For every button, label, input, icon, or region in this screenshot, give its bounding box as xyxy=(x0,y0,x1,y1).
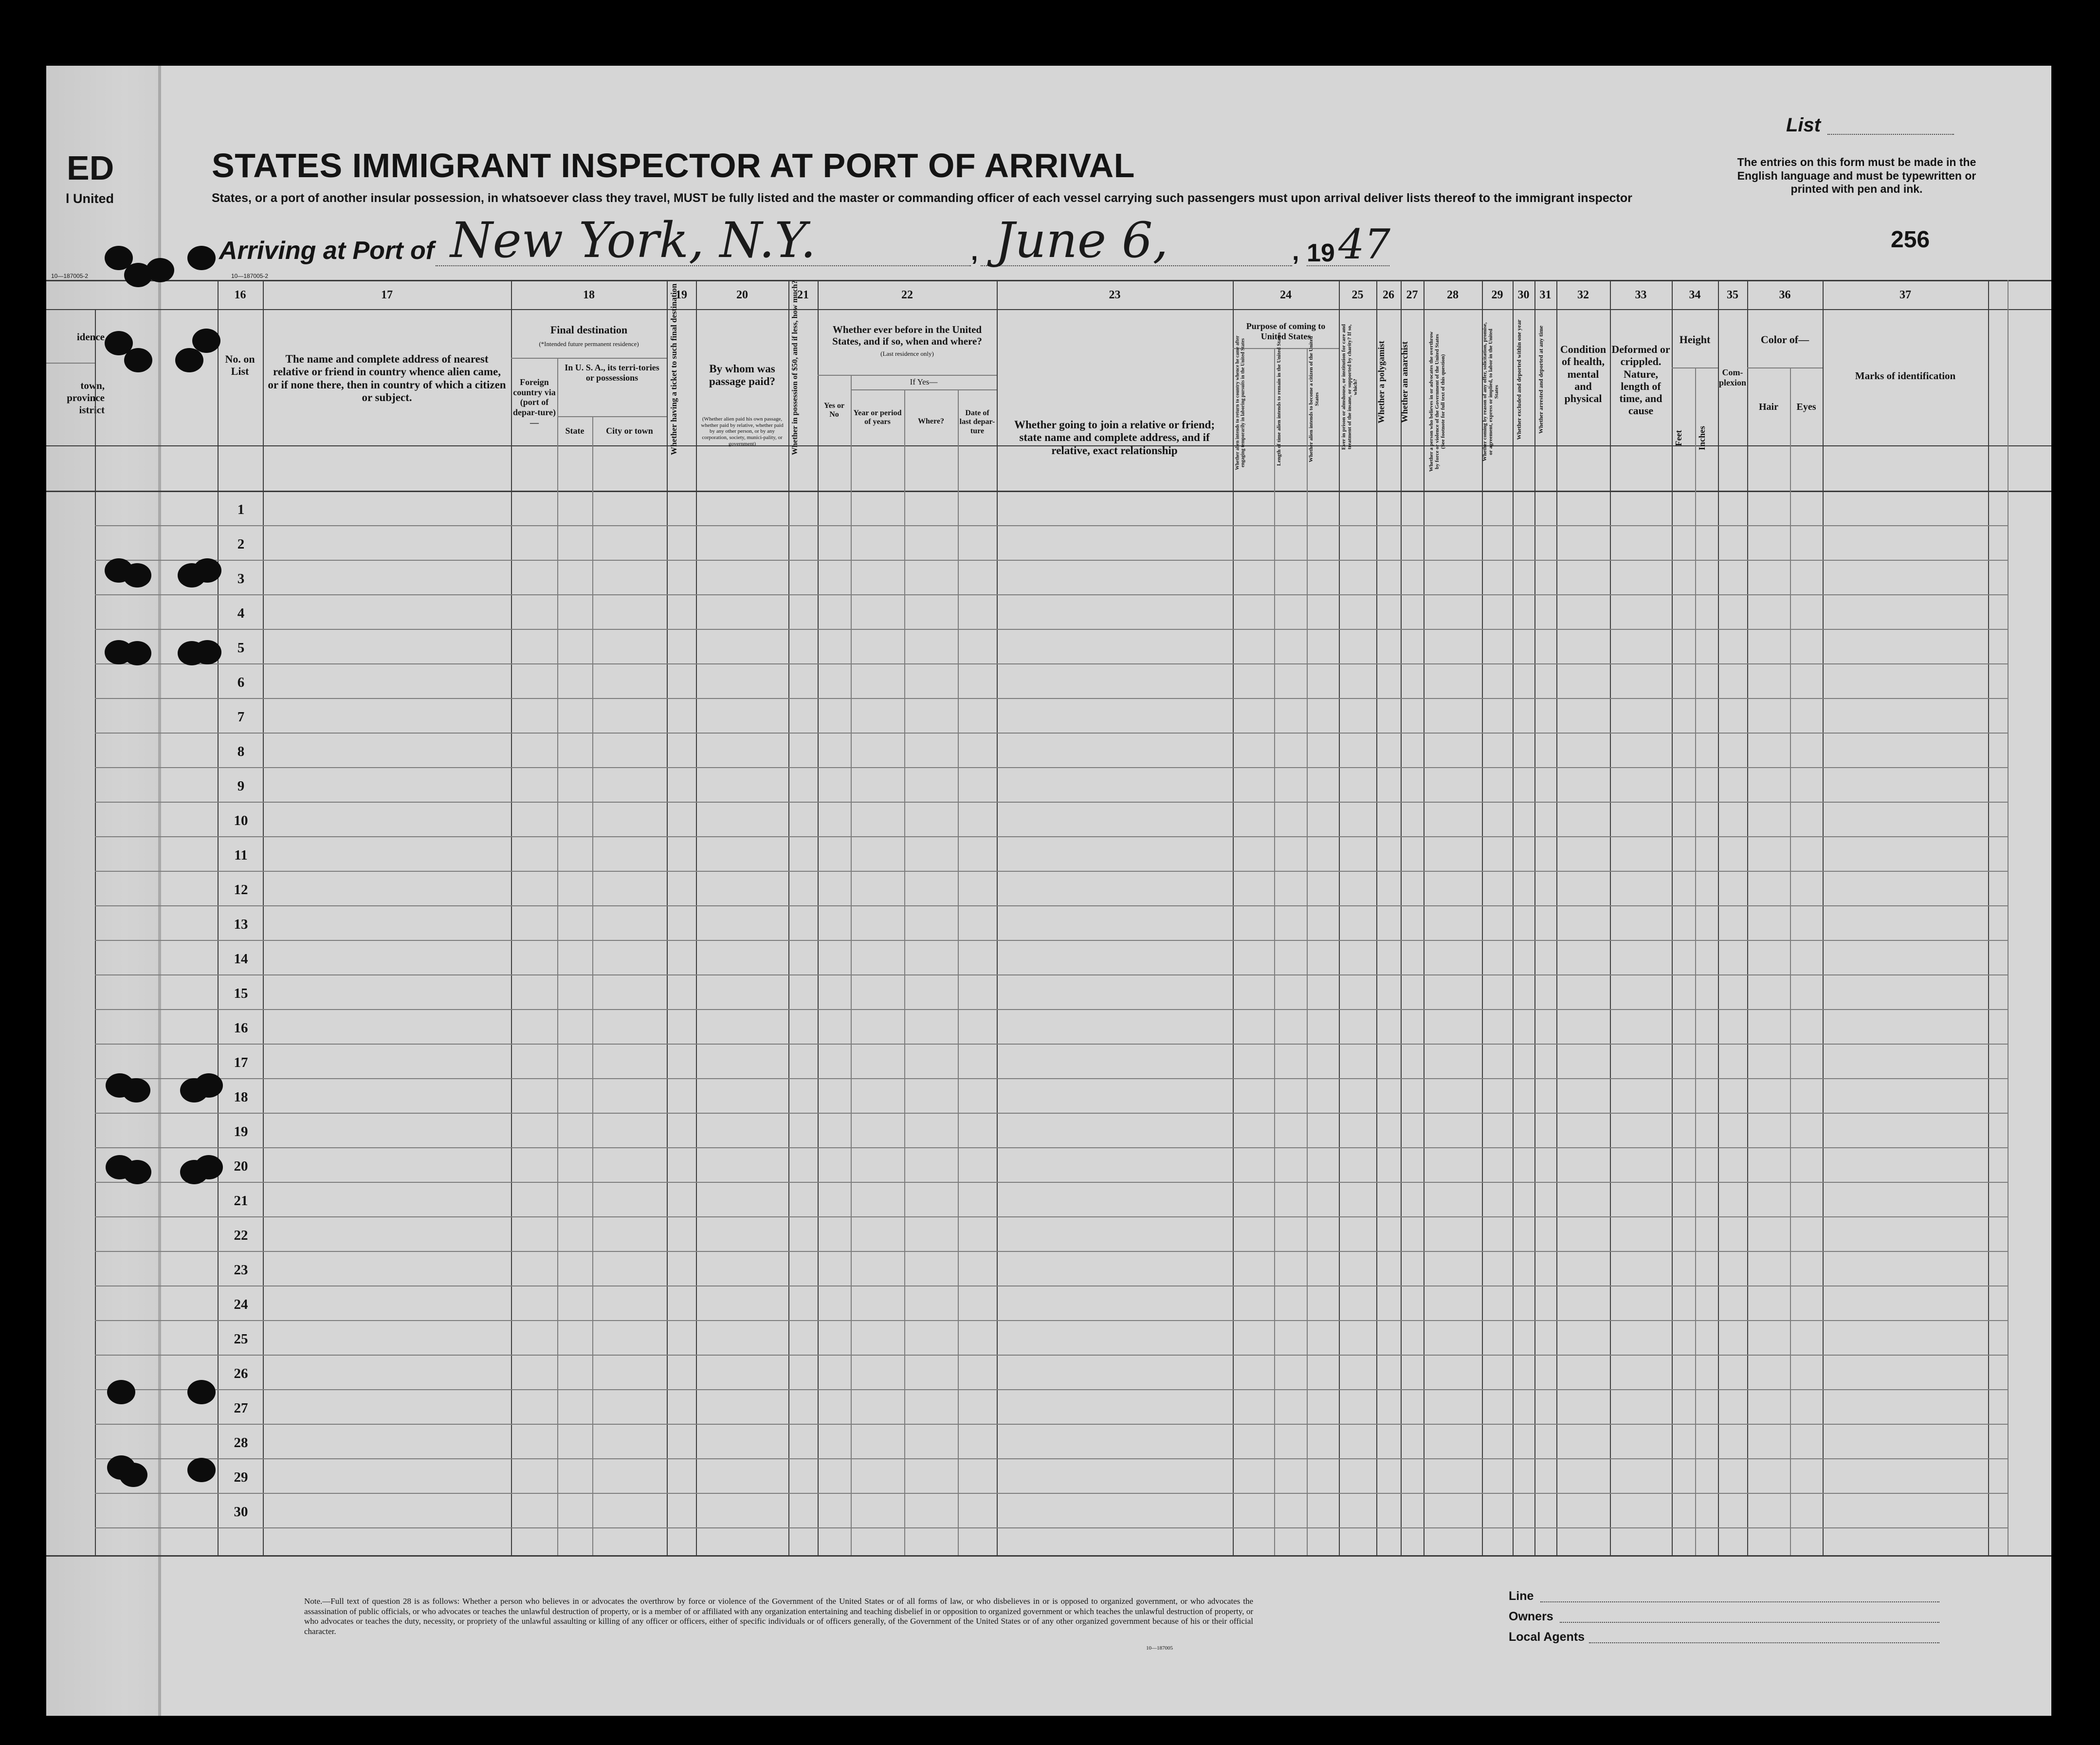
colnum-32: 32 xyxy=(1577,289,1589,301)
header-fifty-dollars: Whether in possession of $50, and if less, how much? xyxy=(791,280,799,455)
colnum-24: 24 xyxy=(1280,289,1292,301)
col-line-33 xyxy=(1610,280,1611,1555)
comma-2: , xyxy=(1292,238,1299,266)
colnum-25: 25 xyxy=(1351,289,1364,301)
header-passage-paid-note: (Whether alien paid his own passage, whether paid by relative, whether paid by any other person, or by any corporation, society, munici-pality, or government) xyxy=(701,416,784,447)
row-line xyxy=(95,733,2008,734)
year-prefix: 19 xyxy=(1307,239,1335,267)
row-line xyxy=(95,560,2008,561)
form-code-left: 10—187005-2 xyxy=(51,273,89,279)
list-dotted-line xyxy=(1827,134,1954,135)
colnum-26: 26 xyxy=(1383,289,1394,301)
comma: , xyxy=(971,238,978,266)
row-number: 4 xyxy=(237,606,245,621)
row-line xyxy=(95,1147,2008,1148)
page-number: 256 xyxy=(1891,227,1930,253)
header-height-divider xyxy=(1672,367,1718,368)
footer-note: Note.—Full text of question 28 is as follows: Whether a person who believes in or advocates the overthrow by force or violence of the Government of the United States or of all forms of law, or who disbelieves in or is opposed to organized government, or who advocates the assassination of public officials, or who advocates or teaches the unlawful destruction of property, or is a member of or affiliated with any organization entertaining and teaching disbelief in or opposition to organized government or which teaches the unlawful destruction of property, or who advocates or teaches the duty, necessity, or propriety of the unlawful assaulting or killing of any officer or officers, either of specific individuals or of officers generally, of the Government of the United States or of any other organized government because of his or their official character. xyxy=(304,1597,1253,1636)
col-line-24a xyxy=(1274,348,1275,1555)
col-line-37 xyxy=(1823,280,1824,1555)
col-line-23 xyxy=(997,280,998,1555)
colnum-28: 28 xyxy=(1447,289,1459,301)
colnum-20: 20 xyxy=(736,289,748,301)
header-year-period: Year or period of years xyxy=(853,409,902,426)
header-arrested: Whether arrested and deported at any time xyxy=(1537,325,1544,434)
row-line xyxy=(95,1424,2008,1425)
header-passage-paid: By whom was passage paid? xyxy=(709,363,776,388)
row-line xyxy=(95,663,2008,664)
row-line xyxy=(95,1458,2008,1459)
col-line-22b xyxy=(904,389,905,1555)
row-number: 1 xyxy=(237,502,245,517)
punch-hole xyxy=(123,1160,151,1184)
form-code-right: 10—187005-2 xyxy=(231,273,269,279)
row-line xyxy=(95,905,2008,906)
page-title: STATES IMMIGRANT INSPECTOR AT PORT OF ARRIVAL xyxy=(212,147,1135,184)
header-no-on-list: No. on List xyxy=(225,353,255,378)
colnum-36: 36 xyxy=(1779,289,1791,301)
partial-district-label: istrict xyxy=(79,404,105,416)
header-height: Height xyxy=(1679,333,1711,346)
footer-agents-label: Local Agents xyxy=(1509,1630,1585,1644)
col-line-36a xyxy=(1790,367,1791,1555)
row-line xyxy=(95,698,2008,699)
punch-hole xyxy=(187,246,216,270)
punch-hole xyxy=(192,329,220,353)
col-line-25 xyxy=(1339,280,1340,1555)
punch-hole xyxy=(146,258,174,282)
colnum-23: 23 xyxy=(1109,289,1121,301)
footer-agents-field xyxy=(1589,1642,1939,1643)
punch-hole xyxy=(124,348,152,372)
year-line xyxy=(1307,265,1389,266)
row-number: 23 xyxy=(234,1262,248,1278)
header-date-departure: Date of last depar-ture xyxy=(959,409,995,435)
row-number: 11 xyxy=(234,847,248,863)
row-number: 10 xyxy=(234,813,248,828)
row-number: 17 xyxy=(234,1055,248,1070)
row-line xyxy=(95,1216,2008,1217)
header-excluded: Whether excluded and deported within one year xyxy=(1516,319,1522,440)
row-number: 6 xyxy=(237,675,245,690)
row-line xyxy=(95,1009,2008,1010)
col-line-26 xyxy=(1376,280,1377,1555)
row-line xyxy=(95,871,2008,872)
fold-line xyxy=(158,66,161,1716)
header-hair: Hair xyxy=(1759,402,1778,412)
colnum-18: 18 xyxy=(583,289,595,301)
row-line xyxy=(95,836,2008,837)
punch-hole xyxy=(122,1078,150,1102)
list-label: List xyxy=(1786,114,1821,136)
col-line-end2 xyxy=(2008,280,2009,1555)
punch-hole xyxy=(187,1380,216,1404)
header-in-usa: In U. S. A., its terri-tories or possessions xyxy=(565,363,659,383)
header-complexion: Com-plexion xyxy=(1719,367,1747,387)
row-line xyxy=(95,1044,2008,1045)
row-number: 2 xyxy=(237,536,245,552)
header-if-yes: If Yes— xyxy=(910,377,938,386)
manifest-page xyxy=(46,66,2051,1716)
colnum-line xyxy=(46,309,2051,310)
header-color-divider xyxy=(1747,367,1823,368)
colnum-37: 37 xyxy=(1899,289,1911,301)
col-line-a xyxy=(95,309,96,1555)
col-line-30 xyxy=(1513,280,1514,1555)
col-line-24b xyxy=(1307,348,1308,1555)
row-number: 28 xyxy=(234,1435,248,1451)
footer-owners-label: Owners xyxy=(1509,1610,1553,1623)
colnum-31: 31 xyxy=(1539,289,1552,301)
row-number: 27 xyxy=(234,1400,248,1416)
col-line-32 xyxy=(1556,280,1557,1555)
header-overthrow: Whether a person who believes in or advocates the overthrow by force or violence of the Government of the United States (See footnote for full text of this question) xyxy=(1428,331,1446,472)
page-subtitle: States, or a port of another insular possession, in whatsoever class they travel, MUST be fully listed and the master or commanding officer of each vessel carrying such passengers must upon arrival deliver lists thereof to the immigrant inspector xyxy=(212,191,1632,205)
header-18-divider xyxy=(511,358,667,359)
row-number: 9 xyxy=(237,778,245,794)
row-line xyxy=(95,1182,2008,1183)
arriving-label: Arriving at Port of xyxy=(219,237,435,265)
col-line-21 xyxy=(788,280,789,1555)
row-line xyxy=(95,1527,2008,1528)
row-number: 20 xyxy=(234,1158,248,1174)
header-marks-identification: Marks of identification xyxy=(1855,370,1956,382)
date-handwritten: June 6, xyxy=(995,212,1169,269)
row-number: 7 xyxy=(237,709,245,725)
header-offer-labor: Whether coming by reason of any offer, solicitation, promise, or agreement, express or implied, to labor in the United States xyxy=(1482,322,1500,461)
col-line-35 xyxy=(1718,280,1719,1555)
col-line-18a xyxy=(557,358,558,1555)
punch-hole xyxy=(107,1380,135,1404)
punch-hole xyxy=(187,1458,216,1482)
header-usa-divider xyxy=(557,416,667,417)
col-line-22c xyxy=(958,389,959,1555)
row-line xyxy=(95,940,2008,941)
colnum-22: 22 xyxy=(901,289,913,301)
colnum-33: 33 xyxy=(1635,289,1647,301)
header-last-residence: (Last residence only) xyxy=(880,350,934,357)
header-prison: Ever in prison or almshouse, or institution for care and treatment of the insane, or supported by charity? If so, which? xyxy=(1341,324,1359,450)
colnum-16: 16 xyxy=(234,289,246,301)
header-city: City or town xyxy=(606,426,653,436)
header-polygamist: Whether a polygamist xyxy=(1376,341,1386,423)
header-where: Where? xyxy=(918,417,944,425)
partial-town-label: town, xyxy=(80,380,105,391)
punch-hole xyxy=(193,640,221,664)
header-final-destination: Final destination xyxy=(550,324,628,336)
header-22-divider xyxy=(818,375,997,376)
colnum-17: 17 xyxy=(381,289,393,301)
col-line-24 xyxy=(1233,280,1234,1555)
header-yes-or-no: Yes or No xyxy=(823,402,845,419)
port-handwritten: New York, N.Y. xyxy=(450,212,816,269)
row-line xyxy=(95,1251,2008,1252)
header-final-destination-note: (*Intended future permanent residence) xyxy=(539,340,639,348)
year-handwritten: 47 xyxy=(1338,220,1390,268)
punch-hole xyxy=(123,641,151,665)
col-line-34 xyxy=(1672,280,1673,1555)
table-bottom-line xyxy=(46,1555,2051,1557)
row-line xyxy=(95,1389,2008,1390)
col-line-18 xyxy=(511,280,512,1555)
header-state: State xyxy=(565,426,584,436)
header-foreign-country: Foreign country via (port of depar-ture)— xyxy=(513,377,556,427)
entries-note: The entries on this form must be made in the English language and must be typewritten or printed with pen and ink. xyxy=(1737,156,1976,196)
row-number: 12 xyxy=(234,882,248,898)
col-line-34a xyxy=(1695,367,1696,1555)
colnum-29: 29 xyxy=(1491,289,1503,301)
col-line-22 xyxy=(818,280,819,1555)
colnum-27: 27 xyxy=(1406,289,1418,301)
footer-form-code: 10—187005 xyxy=(1146,1645,1173,1651)
punch-hole xyxy=(123,563,151,588)
header-purpose-citizen: Whether alien intends to become a citizen of the United States xyxy=(1308,336,1320,462)
header-ever-before-us: Whether ever before in the United States, and if so, when and where? xyxy=(832,324,982,348)
table-top-line xyxy=(46,280,2051,281)
row-number: 5 xyxy=(237,640,245,656)
row-line xyxy=(95,767,2008,768)
col-line-18b xyxy=(592,416,593,1555)
row-line xyxy=(95,594,2008,595)
header-purpose: Purpose of coming to United States xyxy=(1246,321,1326,341)
footer-owners-field xyxy=(1560,1622,1939,1623)
row-number: 19 xyxy=(234,1124,248,1139)
header-anarchist: Whether an anarchist xyxy=(1400,341,1409,423)
col-line-end xyxy=(1988,280,1989,1555)
row-line xyxy=(95,1355,2008,1356)
header-purpose-length: Length of time alien intends to remain in the United States xyxy=(1276,332,1282,466)
row-line xyxy=(95,525,2008,526)
col-line-20 xyxy=(696,280,697,1555)
col-line-17 xyxy=(263,280,264,1555)
colnum-30: 30 xyxy=(1517,289,1530,301)
partial-residence-label: idence xyxy=(76,331,105,343)
row-line xyxy=(95,1113,2008,1114)
row-number: 3 xyxy=(237,571,245,587)
row-line xyxy=(95,1493,2008,1494)
footer-line-label: Line xyxy=(1509,1589,1534,1603)
col-line-36 xyxy=(1747,280,1748,1555)
col-line-27 xyxy=(1401,280,1402,1555)
punch-hole xyxy=(119,1463,147,1487)
row-number: 22 xyxy=(234,1228,248,1243)
row-number: 15 xyxy=(234,986,248,1001)
punch-hole xyxy=(193,558,221,583)
colnum-35: 35 xyxy=(1727,289,1738,301)
header-feet: Feet xyxy=(1674,430,1683,446)
row-line xyxy=(95,974,2008,975)
partial-province-label: province xyxy=(67,392,105,404)
col-line-16 xyxy=(218,280,219,1555)
row-number: 16 xyxy=(234,1020,248,1036)
body-top-line xyxy=(46,491,2051,492)
colnum-21: 21 xyxy=(797,289,809,301)
header-health: Condition of health, mental and physical xyxy=(1560,343,1607,405)
row-number: 13 xyxy=(234,917,248,932)
col-line-19 xyxy=(667,280,668,1555)
partial-left-subtitle: l United xyxy=(66,191,114,206)
punch-hole xyxy=(195,1155,223,1179)
row-line xyxy=(95,1078,2008,1079)
header-purpose-return: Whether alien intends to return to country whence he came after engaging temporarily in laboring pursuits in the United States xyxy=(1235,335,1246,470)
row-number: 29 xyxy=(234,1469,248,1485)
punch-hole xyxy=(175,348,203,372)
colnum-19: 19 xyxy=(676,289,687,301)
row-number: 18 xyxy=(234,1089,248,1105)
footer-line-field xyxy=(1540,1601,1939,1602)
header-color-of: Color of— xyxy=(1760,333,1809,346)
row-line xyxy=(95,802,2008,803)
row-number: 8 xyxy=(237,744,245,759)
partial-left-title: ED xyxy=(67,149,114,187)
punch-hole xyxy=(195,1073,223,1098)
row-number: 24 xyxy=(234,1297,248,1312)
header-eyes: Eyes xyxy=(1796,402,1816,412)
row-number: 30 xyxy=(234,1504,248,1520)
header-inches: Inches xyxy=(1697,426,1707,451)
row-line xyxy=(95,629,2008,630)
row-number: 26 xyxy=(234,1366,248,1381)
row-number: 21 xyxy=(234,1193,248,1209)
header-nearest-relative: The name and complete address of nearest relative or friend in country whence alien came, or if none there, then in country of which a citizen or subject. xyxy=(268,353,506,404)
partial-left-divider xyxy=(46,363,95,364)
col-line-31 xyxy=(1534,280,1535,1555)
header-if-yes-divider xyxy=(851,389,997,390)
header-deformed: Deformed or crippled. Nature, length of time, and cause xyxy=(1611,343,1670,417)
header-going-to-join: Whether going to join a relative or friend; state name and complete address, and if relative, exact relationship xyxy=(1014,419,1215,457)
col-line-29 xyxy=(1482,280,1483,1555)
col-line-22a xyxy=(851,375,852,1555)
row-number: 14 xyxy=(234,951,248,967)
row-number: 25 xyxy=(234,1331,248,1347)
row-line xyxy=(95,1320,2008,1321)
colnum-34: 34 xyxy=(1689,289,1701,301)
header-ticket: Whether having a ticket to such final destination xyxy=(669,283,678,455)
